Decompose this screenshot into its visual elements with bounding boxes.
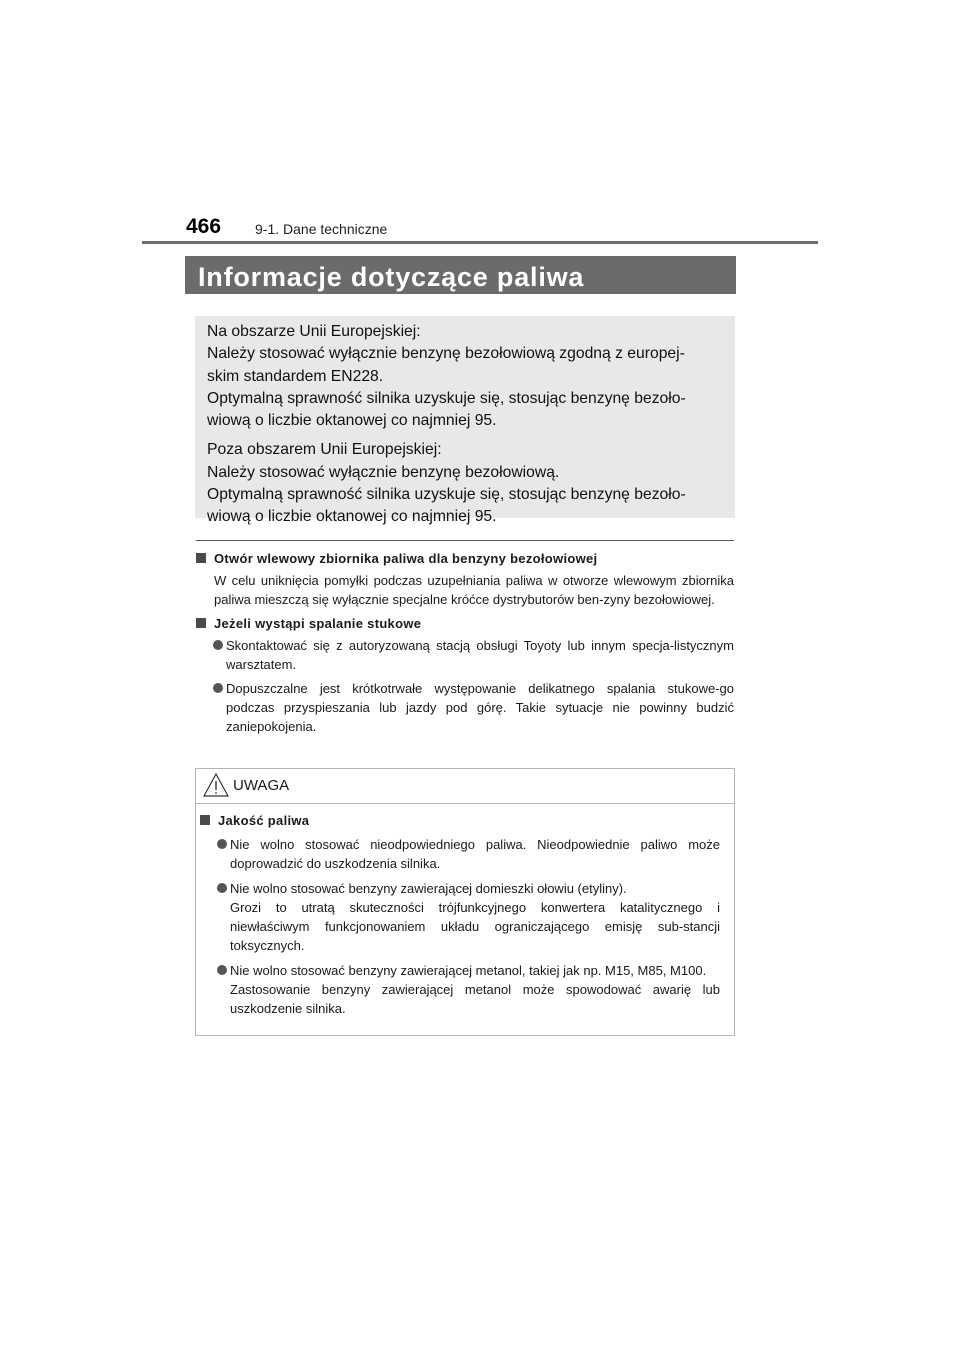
square-bullet-icon: [200, 815, 210, 825]
warning-content: [200, 811, 720, 1018]
knock-bullet-text: Dopuszczalne jest krótkotrwałe występowanie delikatnego spalania stukowe-go podczas przyspieszania lub jazdy pod górę. Takie sytuacje nie powinny budzić zaniepokojenia.: [226, 681, 734, 734]
fuel-quality-heading-text: Jakość paliwa: [218, 813, 310, 828]
page-number: 466: [186, 215, 222, 238]
bullet-dot-icon: [217, 883, 227, 893]
non-eu-line: Należy stosować wyłącznie benzynę bezołowiową.: [207, 463, 560, 481]
warning-label: UWAGA: [233, 777, 290, 794]
fuel-quality-heading: [200, 811, 720, 830]
knock-heading: [196, 614, 734, 633]
knock-bullet: [196, 679, 734, 736]
eu-line: skim standardem EN228.: [207, 367, 384, 385]
content-sections: [196, 549, 734, 736]
warning-bullet-text: Grozi to utratą skuteczności trójfunkcyjnego konwertera katalitycznego i niewłaściwym funkcjonowaniem układu ograniczającego emisję sub-stancji toksycznych.: [230, 900, 720, 953]
filler-heading-text: Otwór wlewowy zbiornika paliwa dla benzyny bezołowiowej: [214, 551, 598, 566]
section-divider: [196, 540, 734, 541]
fuel-info-box: [195, 316, 735, 526]
warning-bullet: [200, 879, 720, 955]
warning-header: [196, 769, 734, 804]
bullet-dot-icon: [213, 683, 223, 693]
non-eu-heading: Poza obszarem Unii Europejskiej:: [207, 441, 442, 459]
knock-bullet: [196, 636, 734, 674]
warning-box: [195, 768, 735, 1036]
square-bullet-icon: [196, 618, 206, 628]
warning-bullet: [200, 961, 720, 1018]
eu-heading: Na obszarze Unii Europejskiej:: [207, 323, 421, 340]
eu-line: wiową o liczbie oktanowej co najmniej 95.: [207, 412, 497, 430]
warning-bullet-text: Nie wolno stosować benzyny zawierającej domieszki ołowiu (etyliny).: [230, 881, 627, 896]
knock-bullet-text: Skontaktować się z autoryzowaną stacją obsługi Toyoty lub innym specja-listycznym warsztatem.: [226, 638, 734, 672]
filler-heading: [196, 549, 734, 568]
header-rule: [142, 241, 818, 244]
square-bullet-icon: [196, 553, 206, 563]
eu-line: Optymalną sprawność silnika uzyskuje się, stosując benzynę bezoło-: [207, 389, 686, 407]
warning-triangle-icon: [203, 773, 229, 797]
warning-bullet: [200, 835, 720, 873]
non-eu-line: Optymalną sprawność silnika uzyskuje się, stosując benzynę bezoło-: [207, 486, 686, 504]
filler-text: W celu uniknięcia pomyłki podczas uzupełniania paliwa w otworze wlewowym zbiornika paliwa mieszczą się wyłącznie specjalne króćce dystrybutorów ben-zyny bezołowiowej.: [214, 573, 734, 607]
warning-bullet-text: Nie wolno stosować benzyny zawierającej metanol, takiej jak np. M15, M85, M100.: [230, 963, 707, 978]
page-title: Informacje dotyczące paliwa: [185, 256, 736, 294]
bullet-dot-icon: [213, 640, 223, 650]
warning-bullet-text: Nie wolno stosować nieodpowiedniego paliwa. Nieodpowiednie paliwo może doprowadzić do uszkodzenia silnika.: [230, 837, 720, 871]
non-eu-line: wiową o liczbie oktanowej co najmniej 95.: [207, 508, 497, 526]
bullet-dot-icon: [217, 965, 227, 975]
eu-line: Należy stosować wyłącznie benzynę bezołowiową zgodną z europej-: [207, 345, 685, 363]
knock-heading-text: Jeżeli wystąpi spalanie stukowe: [214, 616, 422, 631]
bullet-dot-icon: [217, 839, 227, 849]
section-title: 9-1. Dane techniczne: [255, 221, 388, 237]
warning-bullet-text: Zastosowanie benzyny zawierającej metanol może spowodować awarię lub uszkodzenie silnika.: [230, 982, 720, 1016]
